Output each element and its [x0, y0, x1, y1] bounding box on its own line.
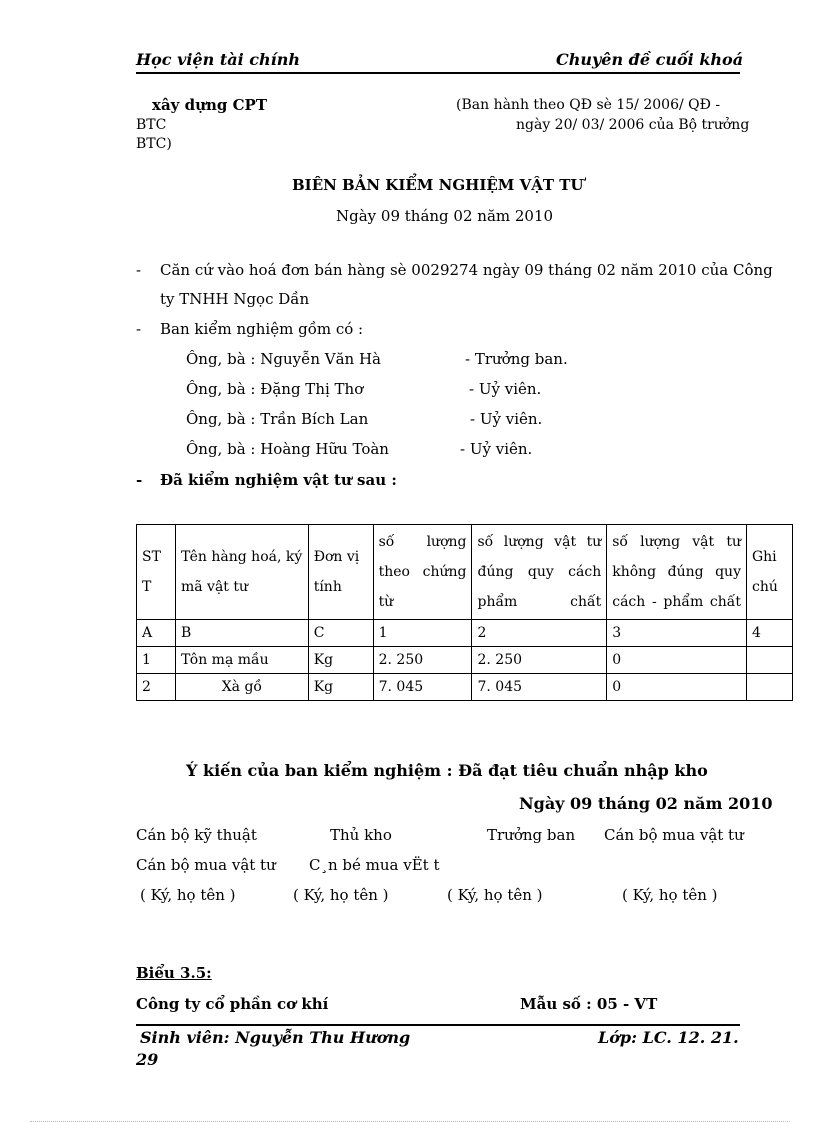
- basis-bullet: -: [136, 261, 142, 279]
- header-subject: Chuyên đề cuối khoá: [556, 50, 744, 69]
- header-stt: ST T: [137, 525, 176, 620]
- signer-title: Cán bộ kỹ thuật: [136, 826, 257, 844]
- header-qty-conforming: số lượng vật tư đúng quy cách phẩm chất: [472, 525, 607, 620]
- table-cell: Kg: [308, 674, 373, 701]
- inspection-table: [136, 524, 793, 701]
- table-cell: B: [175, 620, 308, 647]
- header-note: Ghi chú: [746, 525, 792, 620]
- document-title: BIÊN BẢN KIỂM NGHIỆM VẬT TƯ: [292, 176, 584, 194]
- member-role: - Trưởng ban.: [465, 350, 568, 368]
- table-cell: Tôn mạ mầu: [175, 647, 308, 674]
- signer-title: Trưởng ban: [487, 826, 576, 844]
- signer-title: Cán bộ mua vật tư: [604, 826, 744, 844]
- table-cell: 1: [137, 647, 176, 674]
- table-cell: 2: [472, 620, 607, 647]
- top-right-line1: (Ban hành theo QĐ sè 15/ 2006/ QĐ -: [456, 97, 721, 113]
- top-left-line1: xây dựng CPT: [152, 96, 267, 114]
- signer-title-garbled: C¸n bé mua vËt t: [309, 856, 440, 874]
- table-cell: [746, 647, 792, 674]
- footer-class: Lớp: LC. 12. 21.: [598, 1028, 739, 1047]
- member-role: - Uỷ viên.: [460, 440, 533, 458]
- signature-hint: ( Ký, họ tên ): [447, 886, 543, 904]
- header-item-name: Tên hàng hoá, ký mã vật tư: [175, 525, 308, 620]
- table-cell: C: [308, 620, 373, 647]
- header-qty-nonconforming: số lượng vật tư không đúng quy cách - phẩm chất: [607, 525, 747, 620]
- committee-intro: Ban kiểm nghiệm gồm có :: [160, 320, 364, 338]
- table-cell: 7. 045: [472, 674, 607, 701]
- top-right-line2: ngày 20/ 03/ 2006 của Bộ trưởng: [516, 117, 750, 133]
- header-unit: Đơn vị tính: [308, 525, 373, 620]
- top-left-line2: BTC: [136, 117, 167, 133]
- table-code-row: [137, 620, 793, 647]
- sign-date: Ngày 09 tháng 02 năm 2010: [519, 794, 773, 813]
- table-cell: [746, 674, 792, 701]
- table-cell: Kg: [308, 647, 373, 674]
- top-left-line3: BTC): [136, 136, 172, 152]
- committee-bullet: -: [136, 320, 142, 338]
- signature-hint: ( Ký, họ tên ): [140, 886, 236, 904]
- table-cell: 0: [607, 647, 747, 674]
- signer-title: Cán bộ mua vật tư: [136, 856, 276, 874]
- document-date: Ngày 09 tháng 02 năm 2010: [336, 207, 554, 225]
- member-role: - Uỷ viên.: [470, 410, 543, 428]
- basis-line1: Căn cứ vào hoá đơn bán hàng sè 0029274 ngày 09 tháng 02 năm 2010 của Công: [160, 261, 773, 279]
- table-cell: 2: [137, 674, 176, 701]
- member-name: Ông, bà : Hoàng Hữu Toàn: [186, 440, 389, 458]
- table-row: [137, 647, 793, 674]
- header-institution: Học viện tài chính: [136, 50, 300, 69]
- signer-title: Thủ kho: [330, 826, 392, 844]
- table-cell: A: [137, 620, 176, 647]
- table-cell: 2. 250: [373, 647, 472, 674]
- signature-hint: ( Ký, họ tên ): [622, 886, 718, 904]
- member-role: - Uỷ viên.: [469, 380, 542, 398]
- member-name: Ông, bà : Trần Bích Lan: [186, 410, 369, 428]
- next-form-number: Mẫu số : 05 - VT: [520, 995, 658, 1013]
- basis-line2: ty TNHH Ngọc Dần: [160, 290, 310, 308]
- committee-opinion: Ý kiến của ban kiểm nghiệm : Đã đạt tiêu chuẩn nhập kho: [186, 761, 708, 780]
- next-form-label: Biểu 3.5:: [136, 964, 212, 982]
- table-cell: 1: [373, 620, 472, 647]
- table-cell: Xà gồ: [175, 674, 308, 701]
- table-cell: 0: [607, 674, 747, 701]
- table-cell: 7. 045: [373, 674, 472, 701]
- member-name: Ông, bà : Đặng Thị Thơ: [186, 380, 364, 398]
- table-cell: 4: [746, 620, 792, 647]
- table-cell: 3: [607, 620, 747, 647]
- table-cell: 2. 250: [472, 647, 607, 674]
- header-rule: [136, 72, 740, 74]
- table-row: [137, 674, 793, 701]
- member-name: Ông, bà : Nguyễn Văn Hà: [186, 350, 381, 368]
- page-number: 29: [136, 1050, 159, 1069]
- inspected-bullet: -: [136, 471, 143, 489]
- page-bottom-divider: [30, 1121, 790, 1122]
- footer-rule: [136, 1024, 740, 1026]
- signature-hint: ( Ký, họ tên ): [293, 886, 389, 904]
- next-form-company: Công ty cổ phần cơ khí: [136, 995, 329, 1013]
- inspected-text: Đã kiểm nghiệm vật tư sau :: [160, 471, 397, 489]
- footer-student: Sinh viên: Nguyễn Thu Hương: [140, 1028, 411, 1047]
- table-header-row: [137, 525, 793, 620]
- header-qty-document: số lượng theo chứng từ: [373, 525, 472, 620]
